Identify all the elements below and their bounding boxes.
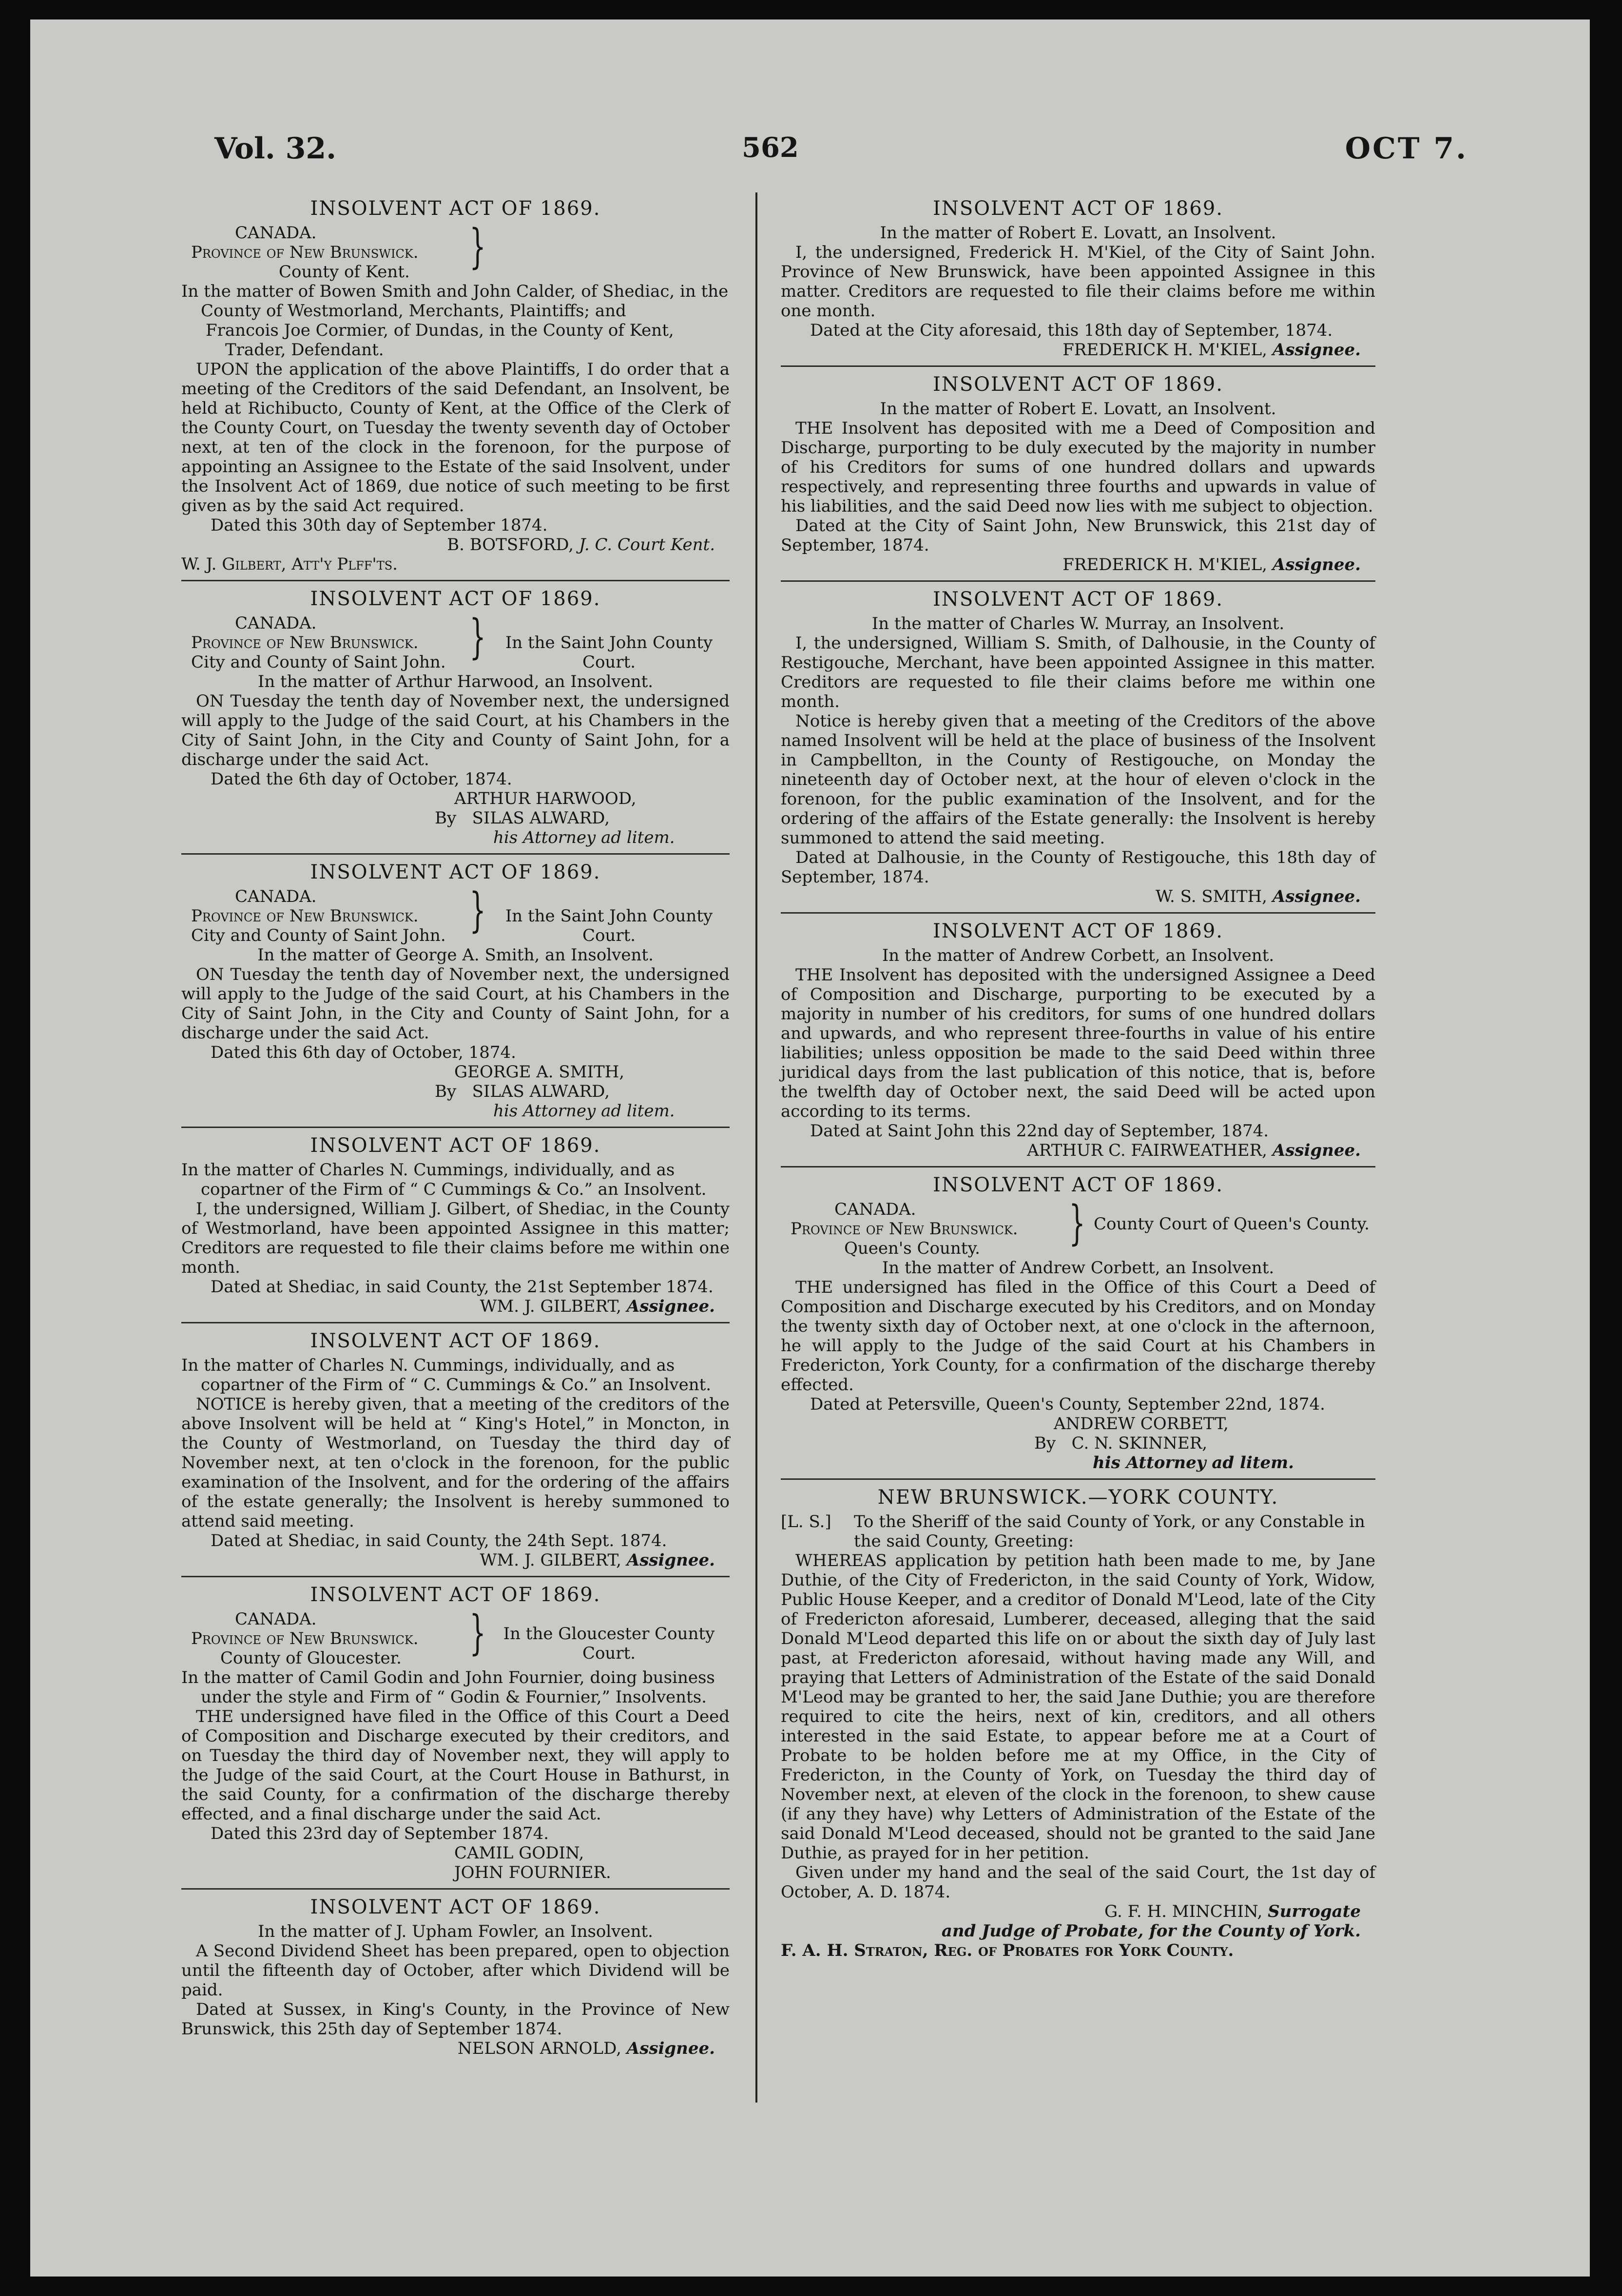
jurisdiction-province: Province of New Brunswick.: [791, 1219, 1018, 1239]
jurisdiction-block: [181, 610, 730, 672]
notice-title: INSOLVENT ACT OF 1869.: [310, 197, 601, 220]
by-label: By: [435, 1082, 457, 1101]
matter-line: Francois Joe Cormier, of Dundas, in the County of Kent, Trader, Defendant.: [206, 321, 674, 360]
notice-upham-fowler: [181, 1895, 730, 2064]
notice-body: Notice is hereby given that a meeting of the Creditors of the above named Insolvent will be held at the place of business of the Insolvent in Campbellton, in the County of Restigouche, on Monday the nineteenth day of October next, at the hour of eleven o'clock in the forenoon, for the public examination of the Insolvent, and for the ordering of the affairs of the Estate generally: the Insolvent is hereby summoned to attend the said meeting.: [781, 711, 1375, 848]
notice-body: THE undersigned has filed in the Office of this Court a Deed of Composition and Discharge executed by his Creditors, and on Monday the twenty sixth day of October next, at one o'clock in the afternoon, he will apply to the Judge of the said Court at his Chambers in Fredericton, York County, for a confirmation of the discharge thereby effected.: [781, 1278, 1375, 1395]
attorney-line: [781, 1434, 1375, 1453]
attorney-line: [181, 808, 730, 828]
notice-signature: [781, 1141, 1375, 1160]
matter-line: In the matter of Camil Godin and John Fournier, doing business under the style and Firm of “ Godin & Fournier,” Insolvents.: [181, 1668, 715, 1707]
signatory-name: ARTHUR C. FAIRWEATHER,: [1027, 1141, 1267, 1160]
signatory-role: Surrogate: [1268, 1902, 1361, 1921]
notice-george-smith: [181, 861, 730, 1128]
notice-title: INSOLVENT ACT OF 1869.: [310, 861, 601, 883]
jurisdiction-county: City and County of Saint John.: [191, 652, 446, 672]
notice-signature: [781, 340, 1375, 360]
matter-line: In the matter of George A. Smith, an Insolvent.: [257, 945, 654, 965]
signatory-name: WM. J. GILBERT,: [480, 1297, 621, 1316]
notice-signature: [781, 555, 1375, 574]
notice-body: ON Tuesday the tenth day of November next, the undersigned will apply to the Judge of the said Court, at his Chambers in the City of Saint John, in the City and County of Saint John, for a discharge under the said Act.: [181, 965, 730, 1043]
column-divider: [755, 192, 757, 2103]
signatory-name: ARTHUR HARWOOD,: [454, 789, 637, 808]
jurisdiction-block: [181, 883, 730, 945]
jurisdiction-country: CANADA.: [235, 1609, 317, 1629]
notice-given: Given under my hand and the seal of the said Court, the 1st day of October, A. D. 1874.: [781, 1863, 1375, 1902]
by-label: By: [435, 808, 457, 828]
notice-arthur-harwood: [181, 587, 730, 855]
signatory-name: ANDREW CORBETT,: [1054, 1414, 1229, 1434]
notice-title: INSOLVENT ACT OF 1869.: [310, 1330, 601, 1352]
notice-signature: [781, 1902, 1375, 1921]
signatory-role: Assignee.: [1272, 887, 1361, 906]
matter-line: In the matter of Charles N. Cummings, individually, and as copartner of the Firm of “ C Cummings & Co.” an Insolvent.: [181, 1160, 707, 1199]
notice-body: UPON the application of the above Plaintiffs, I do order that a meeting of the Creditors of the said Defendant, an Insolvent, be held at Richibucto, County of Kent, at the Office of the Clerk of the County Court, on Tuesday the twenty seventh day of October next, at ten of the clock in the forenoon, for the purpose of appointing an Assignee to the Estate of the said Insolvent, under the Insolvent Act of 1869, due notice of such meeting to be first given as by the said Act required.: [181, 360, 730, 516]
volume-label: Vol. 32.: [214, 132, 337, 166]
page-number: 562: [742, 132, 799, 164]
jurisdiction-country: CANADA.: [834, 1200, 916, 1219]
notice-bowen-smith: [181, 197, 730, 581]
page-header: [30, 19, 1590, 180]
notice-body: NOTICE is hereby given, that a meeting of the creditors of the above Insolvent will be held at “ King's Hotel,” in Moncton, in the County of Westmorland, on Tuesday the third day of November next, at ten o'clock in the forenoon, for the public examination of the Insolvent, and for the ordering of the affairs of the estate generally; the Insolvent is hereby summoned to attend said meeting.: [181, 1395, 730, 1531]
notice-dated: Dated at Petersville, Queen's County, September 22nd, 1874.: [810, 1395, 1325, 1414]
attorney-name: C. N. SKINNER,: [1071, 1434, 1208, 1453]
attorney-role: his Attorney ad litem.: [1093, 1453, 1294, 1473]
notice-signature: [781, 887, 1375, 906]
court-name: County Court of Queen's County.: [1094, 1214, 1370, 1234]
jurisdiction-province: Province of New Brunswick.: [191, 633, 419, 652]
notice-signature: [181, 2039, 730, 2058]
notice-body: I, the undersigned, Frederick H. M'Kiel, of the City of Saint John. Province of New Brunswick, have been appointed Assignee in this matter. Creditors are requested to file their claims before me within one month.: [781, 243, 1375, 321]
matter-line: In the matter of Robert E. Lovatt, an Insolvent.: [880, 399, 1276, 419]
jurisdiction-county: County of Kent.: [279, 262, 410, 282]
notice-dated: Dated at the City of Saint John, New Brunswick, this 21st day of September, 1874.: [781, 516, 1375, 555]
notice-signature: [181, 1297, 730, 1316]
notice-lovatt-assignee: [781, 197, 1375, 367]
signatory-role: Assignee.: [626, 1297, 715, 1316]
court-name: In the Saint John County Court.: [505, 906, 713, 945]
matter-line: In the matter of J. Upham Fowler, an Insolvent.: [258, 1922, 653, 1941]
notice-body: THE Insolvent has deposited with the undersigned Assignee a Deed of Composition and Discharge, purporting to be executed by a majority in number of his creditors, for sums of one hundred dollars and upwards, and who represent three-fourths in value of his entire liabilities; unless opposition be made to the said Deed within three juridical days from the last publication of this notice, that is, before the twelfth day of October next, the said Deed will be acted upon according to its terms.: [781, 965, 1375, 1121]
jurisdiction-county: County of Gloucester.: [220, 1648, 402, 1668]
signatory-role: Assignee.: [1272, 340, 1361, 360]
notice-title: INSOLVENT ACT OF 1869.: [310, 588, 601, 610]
signatory-name: B. BOTSFORD,: [447, 535, 574, 555]
brace-glyph: }: [469, 610, 486, 664]
signatory-name: WM. J. GILBERT,: [480, 1550, 621, 1570]
court-name: In the Saint John County Court.: [505, 633, 713, 672]
right-column: [781, 195, 1375, 1972]
notice-godin-fournier: [181, 1583, 730, 1890]
matter-line: In the matter of Arthur Harwood, an Insolvent.: [257, 672, 654, 691]
signatory-name: GEORGE A. SMITH,: [454, 1062, 625, 1082]
signatory-name: NELSON ARNOLD,: [457, 2039, 621, 2058]
court-name: In the Gloucester County Court.: [503, 1624, 715, 1663]
writ-address: To the Sheriff of the said County of York, or any Constable in the said County, Greeting:: [854, 1512, 1365, 1551]
left-column: [181, 195, 730, 2070]
issue-date: OCT 7.: [1345, 132, 1468, 166]
seal-mark: [L. S.]: [781, 1512, 831, 1531]
notice-dated: Dated at the City aforesaid, this 18th day of September, 1874.: [810, 321, 1333, 340]
notice-corbett-court: [781, 1173, 1375, 1480]
signatory-role: Assignee.: [626, 2039, 715, 2058]
notice-body: ON Tuesday the tenth day of November next, the undersigned will apply to the Judge of the said Court, at his Chambers in the City of Saint John, in the City and County of Saint John, for a discharge under the said Act.: [181, 691, 730, 769]
jurisdiction-country: CANADA.: [235, 887, 317, 906]
notice-dated: Dated the 6th day of October, 1874.: [211, 769, 512, 789]
attorney-role: his Attorney ad litem.: [493, 1101, 675, 1121]
notice-dated: Dated at Shediac, in said County, the 21st September 1874.: [211, 1277, 714, 1297]
notice-probate-york: [781, 1486, 1375, 1966]
matter-line: In the matter of Charles W. Murray, an Insolvent.: [871, 614, 1285, 633]
matter-line: In the matter of Charles N. Cummings, individually, and as copartner of the Firm of “ C. Cummings & Co.” an Insolvent.: [181, 1356, 712, 1395]
registrar-line: F. A. H. Straton, Reg. of Probates for York County.: [781, 1941, 1234, 1960]
notice-dated: Dated at Dalhousie, in the County of Restigouche, this 18th day of September, 1874.: [781, 848, 1375, 887]
signatory-name: CAMIL GODIN,: [454, 1843, 584, 1863]
notice-body: WHEREAS application by petition hath been made to me, by Jane Duthie, of the City of Fredericton, in the said County of York, Widow, Public House Keeper, and a creditor of Donald M'Leod, late of the City of Fredericton aforesaid, Lumberer, deceased, alleging that the said Donald M'Leod departed this life on or about the sixth day of July last past, at Fredericton aforesaid, without having made any Will, and praying that Letters of Administration of the Estate of the said Donald M'Leod may be granted to her, the said Jane Duthie; you are therefore required to cite the heirs, next of kin, creditors, and all others interested in the said Estate, to appear before me at a Court of Probate to be holden before me at my Office, in the City of Fredericton, in the County of York, on Tuesday the third day of November next, at eleven of the clock in the forenoon, to shew cause (if any they have) why Letters of Administration of the Estate of the said Donald M'Leod deceased, should not be granted to the said Jane Duthie, as prayed for in her petition.: [781, 1551, 1375, 1863]
attorney-role: his Attorney ad litem.: [493, 828, 675, 847]
notice-cummings-meeting: [181, 1329, 730, 1577]
signatory-role: Assignee.: [626, 1550, 715, 1570]
jurisdiction-province: Province of New Brunswick.: [191, 906, 419, 926]
seal-address-line: [781, 1512, 1375, 1551]
signatory-name: G. F. H. MINCHIN,: [1104, 1902, 1263, 1921]
jurisdiction-province: Province of New Brunswick.: [191, 243, 419, 262]
brace-glyph: }: [469, 219, 486, 274]
matter-line: In the matter of Robert E. Lovatt, an Insolvent.: [880, 223, 1276, 243]
signatory-name: JOHN FOURNIER.: [454, 1863, 611, 1882]
notice-dated: Dated this 30th day of September 1874.: [211, 516, 548, 535]
notice-cummings-assignee: [181, 1134, 730, 1323]
brace-glyph: }: [469, 1606, 486, 1660]
jurisdiction-province: Province of New Brunswick.: [191, 1629, 419, 1648]
notice-title: INSOLVENT ACT OF 1869.: [310, 1584, 601, 1606]
notice-charles-murray: [781, 588, 1375, 914]
brace-glyph: }: [1069, 1196, 1085, 1250]
signatory-role: and Judge of Probate, for the County of York.: [941, 1921, 1361, 1941]
notice-dated: Dated this 6th day of October, 1874.: [211, 1043, 516, 1062]
brace-glyph: }: [469, 883, 486, 938]
jurisdiction-county: City and County of Saint John.: [191, 926, 446, 945]
jurisdiction-block: [781, 1196, 1375, 1258]
attorney-name: SILAS ALWARD,: [472, 808, 610, 828]
notice-signature: [181, 1550, 730, 1570]
notice-lovatt-deed: [781, 373, 1375, 582]
notice-corbett-deed: [781, 919, 1375, 1167]
signatory-name: FREDERICK H. M'KIEL,: [1062, 340, 1267, 360]
matter-line: In the matter of Andrew Corbett, an Insolvent.: [882, 946, 1274, 965]
notice-dated: Dated at Sussex, in King's County, in the Province of New Brunswick, this 25th day of September 1874.: [181, 2000, 730, 2039]
notice-signature: [181, 535, 730, 555]
attorney-line: [181, 1082, 730, 1101]
notice-body: THE Insolvent has deposited with me a Deed of Composition and Discharge, purporting to be duly executed by the majority in number of his Creditors for sums of one hundred dollars and upwards respectively, and representing three fourths and upwards in value of his liabilities, and the said Deed now lies with me subject to objection.: [781, 419, 1375, 516]
notice-dated: Dated at Saint John this 22nd day of September, 1874.: [810, 1121, 1269, 1141]
matter-line: In the matter of Bowen Smith and John Calder, of Shediac, in the County of Westmorland, Merchants, Plaintiffs; and: [181, 282, 729, 321]
notice-title: INSOLVENT ACT OF 1869.: [310, 1134, 601, 1157]
signatory-name: FREDERICK H. M'KIEL,: [1062, 555, 1267, 574]
jurisdiction-block: [181, 219, 730, 282]
notice-body: THE undersigned have filed in the Office of this Court a Deed of Composition and Discharge executed by their creditors, and on Tuesday the third day of November next, they will apply to the Judge of the said Court, at the Court House in Bathurst, in the said County, for a confirmation of the discharge thereby effected, and a final discharge under the said Act.: [181, 1707, 730, 1824]
jurisdiction-county: Queen's County.: [844, 1239, 980, 1258]
notice-title: INSOLVENT ACT OF 1869.: [933, 1174, 1223, 1196]
signatory-role: Assignee.: [1272, 1141, 1361, 1160]
jurisdiction-block: [181, 1606, 730, 1668]
notice-title: INSOLVENT ACT OF 1869.: [933, 197, 1223, 220]
signatory-role: Assignee.: [1272, 555, 1361, 574]
jurisdiction-country: CANADA.: [235, 613, 317, 633]
notice-dated: Dated at Shediac, in said County, the 24th Sept. 1874.: [211, 1531, 667, 1550]
notice-title: INSOLVENT ACT OF 1869.: [933, 920, 1223, 942]
matter-line: In the matter of Andrew Corbett, an Insolvent.: [882, 1258, 1274, 1278]
by-label: By: [1034, 1434, 1056, 1453]
jurisdiction-country: CANADA.: [235, 223, 317, 243]
attorney-line: W. J. Gilbert, Att'y Plff'ts.: [181, 555, 398, 574]
signatory-name: W. S. SMITH,: [1156, 887, 1267, 906]
notice-title: INSOLVENT ACT OF 1869.: [933, 588, 1223, 611]
gazette-page: [30, 19, 1590, 2277]
notice-title: INSOLVENT ACT OF 1869.: [933, 373, 1223, 396]
notice-body: I, the undersigned, William S. Smith, of Dalhousie, in the County of Restigouche, Merchant, have been appointed Assignee in this matter. Creditors are requested to file their claims before me within one month.: [781, 633, 1375, 711]
notice-title: INSOLVENT ACT OF 1869.: [310, 1896, 601, 1918]
attorney-name: SILAS ALWARD,: [472, 1082, 610, 1101]
notice-dated: Dated this 23rd day of September 1874.: [211, 1824, 549, 1843]
notice-title: NEW BRUNSWICK.—YORK COUNTY.: [877, 1486, 1279, 1509]
notice-body: I, the undersigned, William J. Gilbert, of Shediac, in the County of Westmorland, have been appointed Assignee in this matter; Creditors are requested to file their claims before me within one month.: [181, 1199, 730, 1277]
signatory-role: J. C. Court Kent.: [579, 535, 715, 555]
notice-body: A Second Dividend Sheet has been prepared, open to objection until the fifteenth day of October, after which Dividend will be paid.: [181, 1941, 730, 2000]
